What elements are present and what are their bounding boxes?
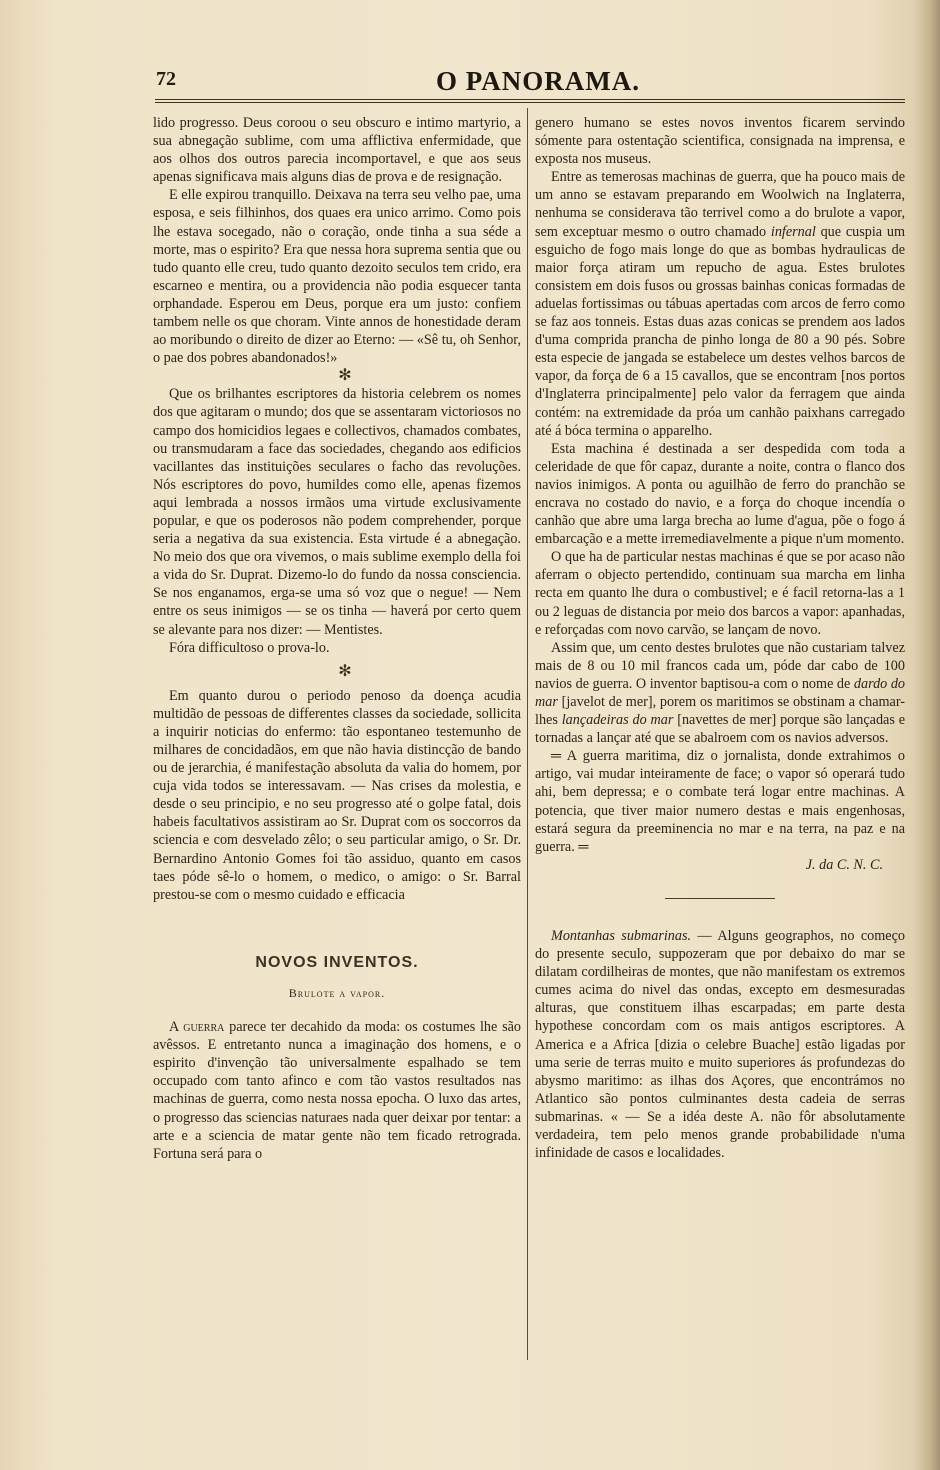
- paragraph-text: Entre as temerosas machinas de guerra, que ha pouco mais de um anno se estavam preparando em Woolwich na Inglaterra, nenhuma se considerava tão terrivel como a do brulote a vapor, sem exceptuar mesmo o outro chamado: [535, 169, 905, 240]
- paragraph-text: Assim que, um cento destes brulotes que não custariam talvez mais de 8 ou 10 mil francos cada um, póde dar cabo de 100 navios de guerra. O inventor baptisou-a com o nome de: [535, 639, 905, 692]
- paragraph-text: — Alguns geographos, no começo do presente seculo, suppozeram que por debaixo do mar se dilatam cordilheiras de montes, que não manifestam os extremos cumes acima do nivel das ondas, excepto em desmesuradas alturas, que constituem ilhas escarpadas; em parte desta hypothese concordam com os mais antigos escriptores. A America e a Africa [dizia o celebre Buache] estão ligadas por uma serie de terras muito e muito superiores ás profundezas do abysmo maritimo: as ilhas dos Açores, que encontrámos no Atlantico são pontos culminantes desta cadeia de serras submarinas. « — Se a idéa deste A. não fôr absolutamente verdadeira, tem pelo menos grande probabilidade n'uma infinidade de casos e localidades.: [535, 927, 905, 1162]
- paragraph: genero humano se estes novos inventos ficarem servindo sómente para ostentação scientifica, consignada na imprensa, e exposta nos museus.: [535, 115, 905, 168]
- paragraph: [153, 1018, 521, 1163]
- section-rule: [665, 898, 775, 899]
- paragraph-text: [javelot de mer], porem os maritimos se obstinam a chamar-lhes: [535, 694, 905, 729]
- page-number: 72: [156, 68, 176, 90]
- paragraph: [535, 168, 905, 439]
- paragraph: [535, 927, 905, 1162]
- lead-words: A guerra: [169, 1019, 225, 1036]
- left-column: [153, 114, 521, 1163]
- paragraph: ═ A guerra maritima, diz o jornalista, donde extrahimos o artigo, vai mudar inteiramente de face; o vapor só operará tudo ahi, bem depressa; e o combate terá logar entre machinas. A potencia, que tiver maior numero destas e mais engenhosas, estará segura da preeminencia no mar e na terra, na paz e na guerra. ═: [535, 748, 905, 855]
- italic-heading: Montanhas submarinas.: [551, 927, 692, 944]
- paragraph: lido progresso. Deus coroou o seu obscuro e intimo martyrio, a sua abnegação sublime, com uma afflictiva enfermidade, que aos olhos dos outros parecia incomportavel, e que aos seus apenas significava mais alguns dias de prova e de resignação.: [153, 115, 521, 186]
- italic-term: dardo do mar: [535, 675, 906, 710]
- italic-term: lançadeiras do mar: [561, 712, 674, 729]
- asterism-ornament: ✻: [338, 367, 352, 385]
- author-signature: J. da C. N. C.: [805, 856, 883, 873]
- paragraph-text: parece ter decahido da moda: os costumes lhe são avêssos. E entretanto nunca a imaginação dos homens, e o espirito d'invenção tão universalmente espalhado se tem occupado com tanto afinco e com tão vastos resultados nas machinas de guerra, como nesta nossa epocha. O luxo das artes, o progresso das sciencias naturaes nada quer deixar por tentar: a arte e a sciencia de matar gente não tem ficado retrograda. Fortuna será para o: [153, 1019, 521, 1162]
- page-edge-shadow: [914, 0, 940, 1470]
- paragraph: [535, 639, 905, 748]
- paragraph: Que os brilhantes escriptores da historia celebrem os nomes dos que agitaram o mundo; dos que se assentaram victoriosos no campo dos homicidios legaes e collectivos, chamados combates, ou transmudaram a face das sociedades, chegando aos edificios vacillantes das instituições seculares o facho das revoluções. Nós escriptores do povo, humildes como elle, apenas fizemos aqui lembrada a nossos irmãos uma virtude exclusivamente popular, e que os poderosos não podem comprehender, porque seria a negativa da sua existencia. Esta virtude é a abnegação. No meio dos que ora vivemos, o mais sublime exemplo della foi a vida do Sr. Duprat. Dizemo-lo do fundo da nossa consciencia. Se nos enganamos, erga-se uma só voz que o negue! — Nem entre os seus inimigos — se os tinha — haverá por certo quem se alevante para nos dizer: — Mentistes.: [153, 386, 521, 638]
- header-rule: [155, 99, 905, 103]
- page-header: [150, 62, 910, 98]
- paragraph: E elle expirou tranquillo. Deixava na terra seu velho pae, uma esposa, e seis filhinhos, dos quaes era unico arrimo. Como pois lhe estava socegado, não o coração, onde tinha a sua séde a morte, mas o espirito? Era que nessa hora suprema sentia que ou tudo quanto elle creu, tudo quanto dezoito seculos tem crido, era escarneo e mentira, ou a providencia não podia esquecer tanta orphandade. Esperou em Deus, porque era um justo: confiem tambem nelle os que choram. Vinte annos de honestidade deram ao moribundo o direito de dizer ao Eterno: — «Sê tu, oh Senhor, o pae dos pobres abandonados!»: [153, 187, 521, 367]
- paragraph: Esta machina é destinada a ser despedida com toda a celeridade de que fôr capaz, durante a noite, contra o flanco dos navios inimigos. A ponta ou aguilhão de ferro do pranchão se encrava no costado do navio, e a força do choque incendía o canhão que abre uma larga brecha ao lume d'agua, põe o fogo á embarcação e a mette irremediavelmente a pique n'um momento.: [535, 440, 905, 548]
- section-title: NOVOS INVENTOS.: [255, 953, 419, 971]
- paragraph-text: que cuspia um esguicho de fogo mais longe do que as bombas hydraulicas de maior força atiram um repucho de agua. Estes brulotes consistem em dois fusos ou grossas bainhas conicas formadas de aduelas fortissimas ou tábuas apertadas com arcos de ferro como se faz aos tonneis. Estas duas azas conicas se prendem aos lados d'uma comprida prancha de pinho longa de 80 a 90 pés. Sobre esta especie de jangada se estabelece um destes velhos barcos de vapor, da força de 6 a 15 cavallos, que se encontram [nos portos d'Inglaterra principalmente] pelo valor da ferragem que ainda contém: na extremidade da próa um canhão paixhans carregado até á bóca termina o apparelho.: [535, 223, 905, 439]
- masthead-title: O PANORAMA.: [436, 66, 640, 96]
- paragraph: Em quanto durou o periodo penoso da doença acudia multidão de pessoas de differentes classes da sociedade, sollicita a inquirir noticias do enfermo: tão espontaneo testemunho de milhares de concidadãos, em que não havia distincção de bando ou de jerarchia, é manifestação absoluta da valia do homem, por cuja vida todos se interessavam. — Nas crises da molestia, e desde o seu principio, e no seu progresso até o golpe fatal, dois habeis facultativos assistiram ao Sr. Duprat com os soccorros da sciencia e com desvelado zêlo; o seu particular amigo, o Sr. Dr. Bernardino Antonio Gomes foi tão assiduo, quanto em casos taes póde sê-lo o homem, o medico, o amigo: o Sr. Barral prestou-se com o mesmo cuidado e efficacia: [153, 687, 521, 903]
- paragraph-text: [navettes de mer] porque são lançadas e tornadas a lançar até que se abalroem com os navios adversos.: [535, 712, 906, 747]
- right-column: [535, 114, 905, 1162]
- section-subtitle: Brulote a vapor.: [288, 985, 386, 1000]
- italic-term: infernal: [770, 223, 816, 240]
- paragraph: Fóra difficultoso o prova-lo.: [169, 639, 330, 656]
- asterism-ornament: ✻: [338, 662, 352, 680]
- paragraph: O que ha de particular nestas machinas é que se por acaso não aferram o objecto pertendido, continuam sua marcha em linha recta em quanto lhe dura o combustivel; e é facil retorna-las a 1 ou 2 leguas de distancia por meio dos barcos a vapor: apanhadas, e reforçadas com novo carvão, se lançam de novo.: [535, 549, 905, 638]
- column-divider: [527, 108, 528, 1360]
